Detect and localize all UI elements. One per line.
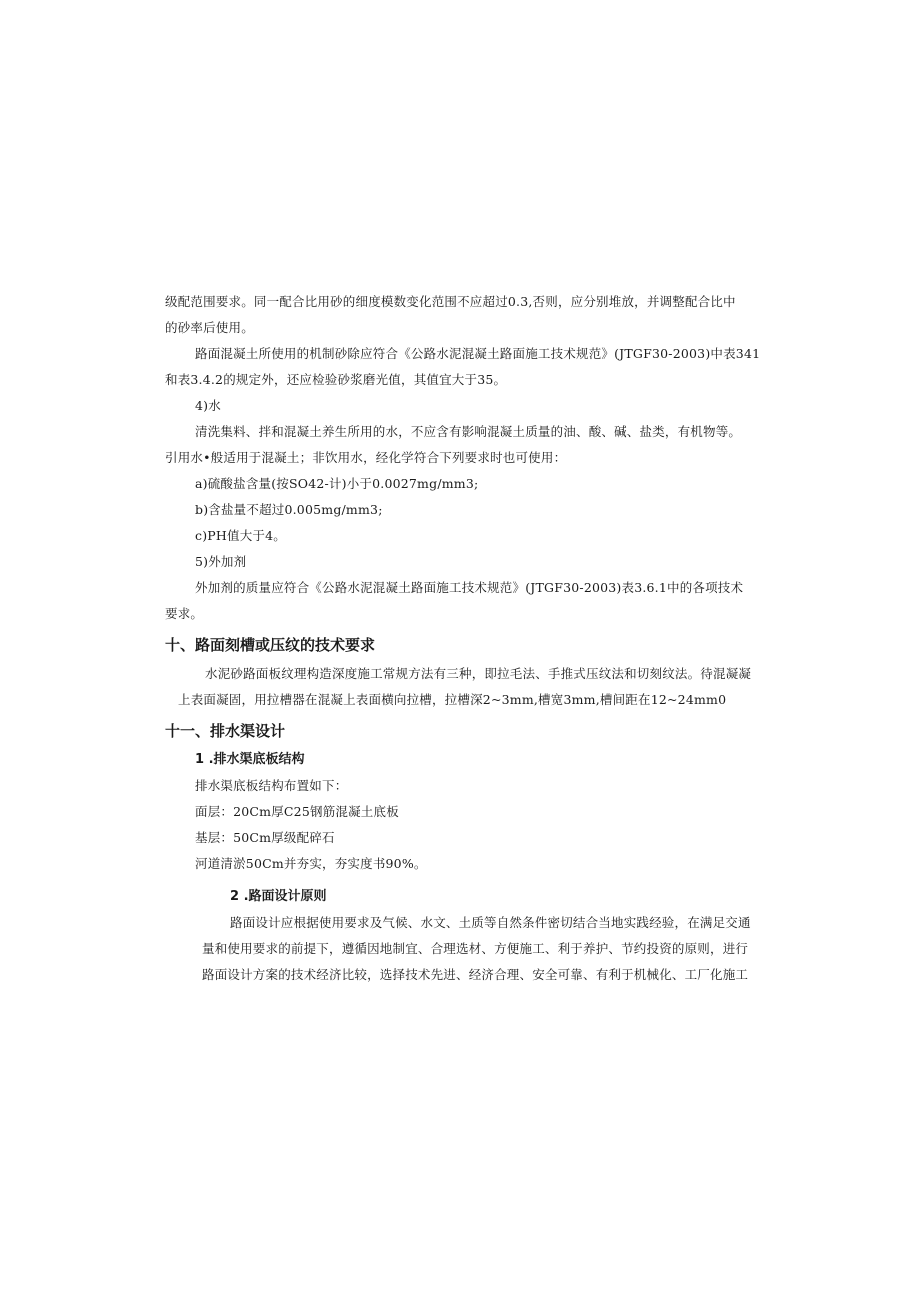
paragraph-line: 和表3.4.2的规定外，还应检验砂浆磨光值，其值宜大于35。 (165, 372, 507, 387)
list-item: a)硫酸盐含量(按SO42-计)小于0.0027mg/mm3; (195, 476, 479, 491)
list-item: c)PH值大于4。 (195, 528, 286, 543)
list-item-heading: 4)水 (195, 398, 221, 413)
paragraph-line: 外加剂的质量应符合《公路水泥混凝土路面施工技术规范》(JTGF30-2003)表3.6.1中的各项技术 (195, 580, 744, 595)
list-item-heading: 5)外加剂 (195, 554, 247, 569)
paragraph-line: 路面设计应根据使用要求及气候、水文、土质等自然条件密切结合当地实践经验，在满足交通 (230, 915, 751, 930)
paragraph-line: 面层：20Cm厚C25钢筋混凝土底板 (195, 804, 399, 819)
paragraph-line: 引用水•般适用于混凝土；非饮用水，经化学符合下列要求时也可使用： (165, 450, 567, 465)
paragraph-line: 路面设计方案的技术经济比较，选择技术先进、经济合理、安全可靠、有利于机械化、工厂化施工 (202, 967, 749, 982)
paragraph-line: 清洗集料、拌和混凝土养生所用的水，不应含有影响混凝土质量的油、酸、碱、盐类，有机物等。 (195, 424, 742, 439)
paragraph-line: 上表面凝固，用拉槽器在混凝上表面横向拉槽，拉槽深2~3mm,槽宽3mm,槽间距在12~24mm0 (178, 692, 727, 707)
paragraph-line: 要求。 (165, 606, 204, 621)
section-heading: 十一、排水渠设计 (165, 722, 286, 740)
paragraph-line: 的砂率后使用。 (165, 320, 254, 335)
section-heading: 十、路面刻槽或压纹的技术要求 (165, 636, 376, 654)
paragraph-line: 级配范围要求。同一配合比用砂的细度模数变化范围不应超过0.3,否则，应分别堆放，并调整配合比中 (165, 294, 736, 309)
paragraph-line: 水泥砂路面板纹理构造深度施工常规方法有三种，即拉毛法、手推式压纹法和切刻纹法。待混凝凝 (205, 666, 752, 681)
subsection-heading: 1 .排水渠底板结构 (195, 752, 305, 767)
list-item: b)含盐量不超过0.005mg/mm3; (195, 502, 383, 517)
paragraph-line: 排水渠底板结构布置如下： (195, 778, 348, 793)
paragraph-line: 河道清淤50Cm并夯实，夯实度书90%。 (195, 856, 427, 871)
paragraph-line: 路面混凝土所使用的机制砂除应符合《公路水泥混凝土路面施工技术规范》(JTGF30-2003)中表341 (195, 346, 761, 361)
subsection-heading: 2 .路面设计原则 (230, 889, 327, 904)
paragraph-line: 基层：50Cm厚级配碎石 (195, 830, 335, 845)
paragraph-line: 量和使用要求的前提下，遵循因地制宜、合理选材、方便施工、利于养护、节约投资的原则，进行 (202, 941, 749, 956)
